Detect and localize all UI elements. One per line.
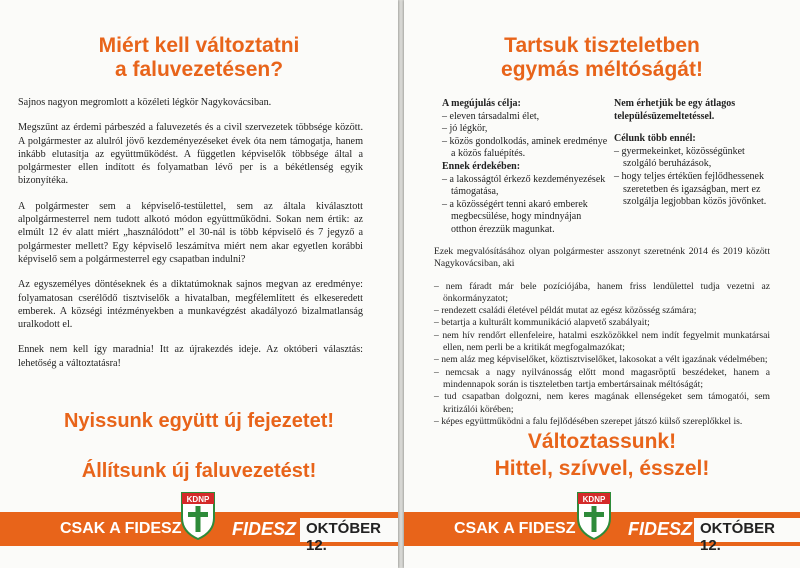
left-body (18, 96, 363, 382)
list-item: – hogy teljes értékűen fejlődhessenek szeretetben és igazságban, mert ez szolgálja legjobban közös jövőnket. (614, 170, 767, 208)
right-slogan-1: Változtassunk! (527, 430, 677, 453)
list-item: – betartja a kulturált kommunikáció alapvető szabályait; (434, 317, 650, 329)
left-paragraph: A polgármester sem a képviselő-testülettel, sem az általa kiválasztott alpolgármesterrel nem tudott alkotó módon együttműködni. Sokan nem értik: az elmúlt 12 év alatt miért „használódott” el 30-nál is több képviselő és 7 jegyző a polgármester mellett? Egy képviselő leszámítva miért nem akar egyetlen korábbi képviselő sem a polgármesterrel egy csapatban indulni? (18, 200, 363, 265)
left-paragraph: Ennek nem kell így maradnia! Itt az újrakezdés ideje. Az októberi választás: lehetőség a változtatásra! (18, 344, 363, 369)
left-paragraph: Megszűnt az érdemi párbeszéd a faluvezetés és a civil szervezetek többsége között. A polgármester az alulról jövő kezdeményezéseket évek óta nem támogatja, hanem inkább elutasítja az együttműködést. A független képviselők többsége által a polgármester ellen indított és folyamatban lévő per is a békétlenség egyik bizonyítéka. (18, 122, 363, 187)
means-heading: Ennek érdekében: (442, 160, 521, 172)
list-item: – közös gondolkodás, aminek eredménye a közös faluépítés. (442, 135, 608, 160)
list-item: – nemcsak a nagy nyilvánosság előtt mond magasröptű beszédeket, hanem a mindennapok során is tiszteletben tartja embertársainak méltóságát; (434, 366, 770, 390)
csak-a-fidesz-label: CSAK A FIDESZ (454, 520, 576, 537)
list-item: – jó légkör, (442, 123, 488, 135)
october-date-label: OKTÓBER 12. (694, 518, 800, 542)
goal-list (442, 111, 608, 161)
right-body (434, 246, 770, 428)
left-paragraph: Sajnos nagyon megromlott a közéleti légkör Nagykovácsiban. (18, 97, 272, 108)
list-item: – a lakosságtól érkező kezdeményezések támogatása, (442, 173, 606, 198)
list-item: – nem aláz meg képviselőket, köztisztviselőket, lakosokat a vélt igazának védelmében; (434, 354, 768, 366)
right-slogan-2: Hittel, szívvel, ésszel! (494, 457, 710, 480)
list-item: – tud csapatban dolgozni, nem keres magának ellenségeket sem támogatói, sem kritizálói körében; (434, 391, 770, 415)
right-column-1 (442, 98, 608, 237)
kdnp-shield-icon (577, 492, 611, 540)
list-item: – gyermekeinket, közösségünket szolgáló beruházások, (614, 145, 745, 170)
svg-text:KDNP: KDNP (186, 495, 210, 504)
aim-list (614, 146, 772, 209)
kdnp-shield-icon (181, 492, 215, 540)
svg-text:KDNP: KDNP (582, 495, 606, 504)
fidesz-logo-text: FIDESZ (232, 519, 297, 539)
list-item: – a közösségért tenni akaró emberek megbecsülése, hogy mindnyájan otthon érezzük magunkat. (442, 198, 588, 235)
left-slogan-2: Állítsunk új faluvezetést! (81, 460, 317, 482)
list-item: – nem hív rendőrt ellenfeleire, hatalmi eszközökkel nem indít fegyelmit munkatársai ellen, nem perli be a kritikát megfogalmazókat; (434, 329, 770, 354)
list-item: – képes együttműködni a falu fejlődésében szerepet játszó külső szereplőkkel is. (434, 415, 743, 427)
right-title: Tartsuk tiszteletben egymás méltóságát! (501, 34, 703, 82)
intro-text: Ezek megvalósításához olyan polgármester asszonyt szeretnénk 2014 és 2019 között Nagykovácsiban, aki (434, 246, 770, 270)
left-slogan-1: Nyissunk együtt új fejezetet! (63, 410, 335, 432)
csak-a-fidesz-label: CSAK A FIDESZ (60, 520, 182, 537)
goal-heading: A megújulás célja: (442, 98, 521, 109)
list-item: – rendezett családi életével példát mutat az egész közösség számára; (434, 305, 697, 317)
list-item: – nem fáradt már bele pozíciójába, hanem friss lendülettel tudja vezetni az önkormányzatot; (434, 280, 770, 304)
aim-heading: Célunk több ennél: (614, 133, 696, 145)
october-date-label: OKTÓBER 12. (300, 518, 398, 542)
left-page (0, 0, 398, 568)
fidesz-logo-text: FIDESZ (628, 519, 693, 539)
right-column-2 (614, 98, 772, 209)
means-list (442, 174, 608, 237)
not-enough-heading: Nem érhetjük be egy átlagos településüzemeltetéssel. (614, 98, 736, 122)
mayor-criteria-list (434, 281, 770, 429)
left-title: Miért kell változtatni a faluvezetésen? (98, 34, 300, 82)
left-paragraph: Az egyszemélyes döntéseknek és a diktatúmoknak sajnos megvan az eredménye: folyamatosan cserélődő tisztviselők a hivatalban, megfélemlített és elkeseredett emberek. A községi intézményekben a munkavégzést akadályozó bizalmatlanság uralkodott el. (18, 279, 363, 331)
list-item: – eleven társadalmi élet, (442, 110, 540, 122)
right-page (404, 0, 800, 568)
